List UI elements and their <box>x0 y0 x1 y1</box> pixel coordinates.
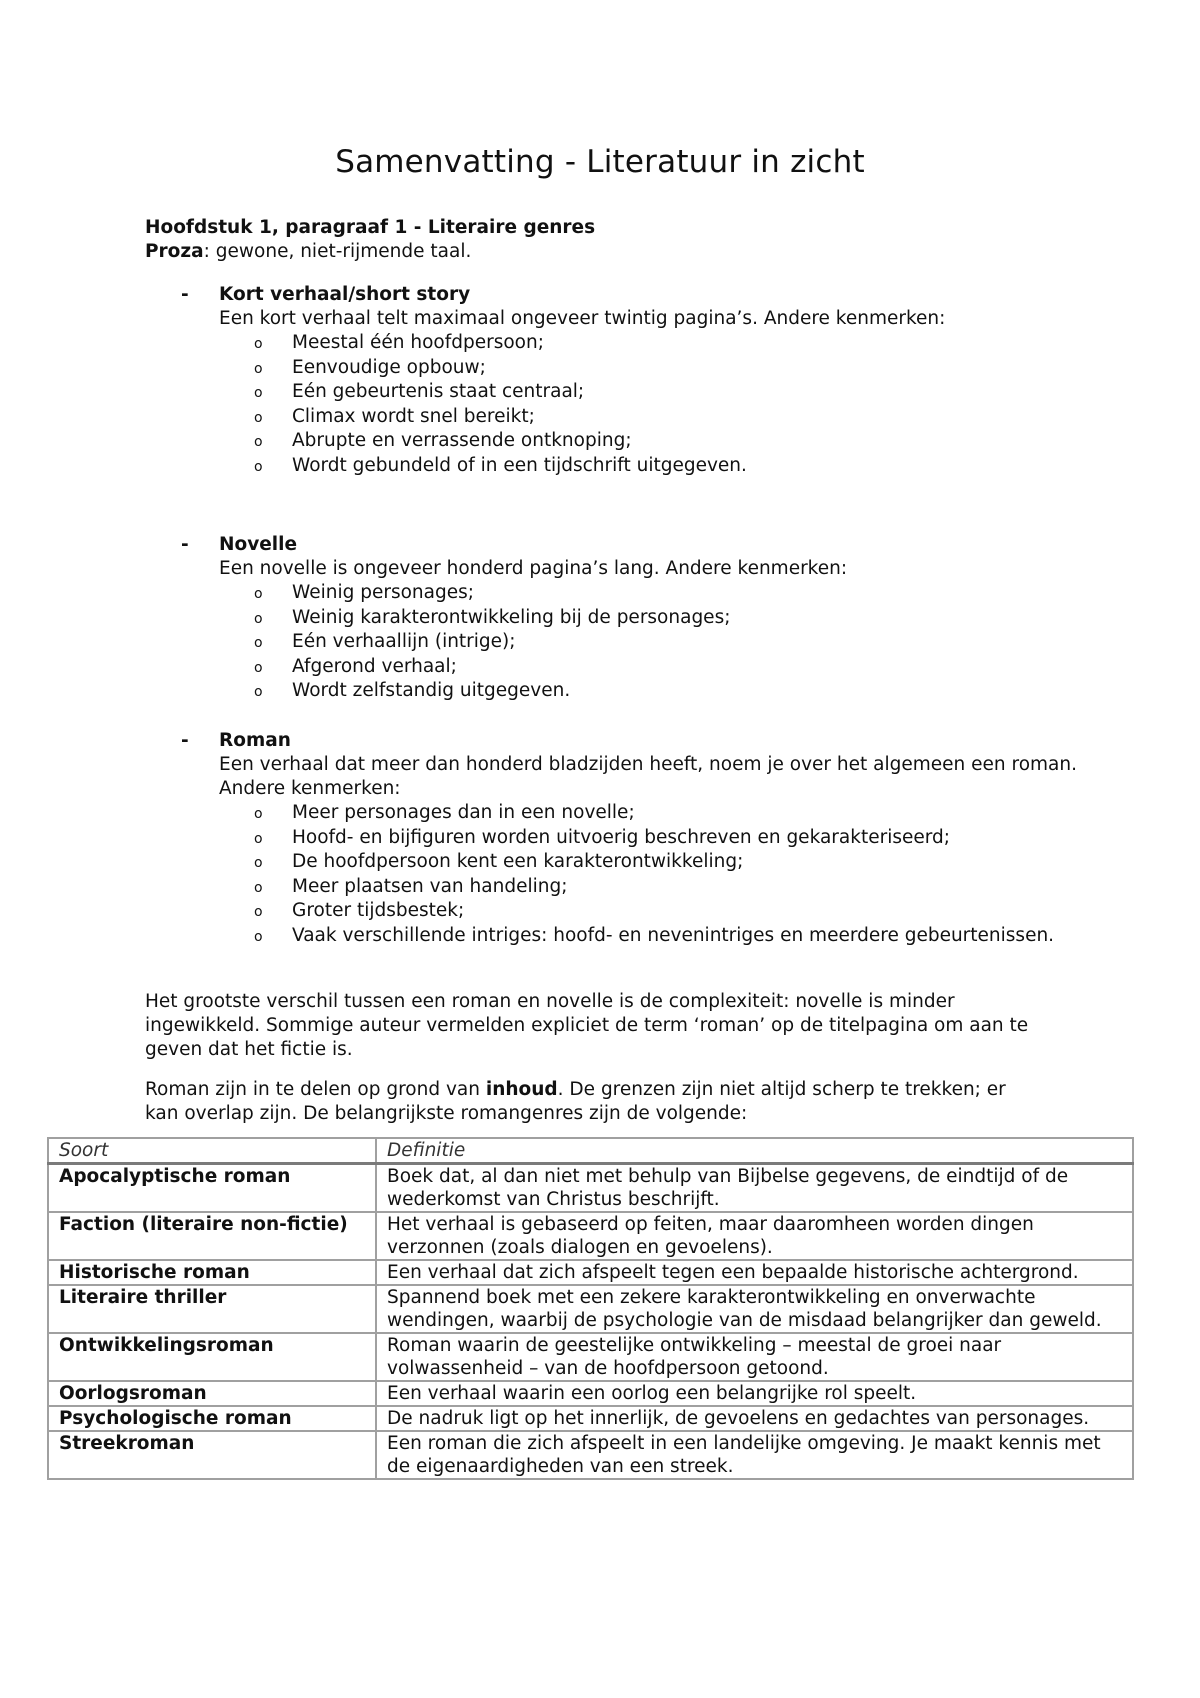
list-item: o Eén verhaallijn (intrige); <box>219 630 1079 655</box>
proza-text: : gewone, niet-rijmende taal. <box>203 241 472 262</box>
list-item: o Vaak verschillende intriges: hoofd- en nevenintriges en meerdere gebeurtenissen. <box>219 924 1079 949</box>
o-bullet: o <box>254 360 263 377</box>
section-list <box>219 581 1079 704</box>
table-row: Streekroman Een roman die zich afspeelt in een landelijke omgeving. Je maakt kennis met de eigenaardigheden van een streek. <box>48 1431 1133 1479</box>
section-title: Roman <box>219 730 291 751</box>
genre-table <box>47 1137 1134 1480</box>
table-row: Oorlogsroman Een verhaal waarin een oorlog een belangrijke rol speelt. <box>48 1381 1133 1406</box>
proza-label: Proza <box>145 241 204 262</box>
list-item: o Meestal één hoofdpersoon; <box>219 331 1079 356</box>
list-item: o Climax wordt snel bereikt; <box>219 405 1079 430</box>
list-item: o Abrupte en verrassende ontknoping; <box>219 429 1079 454</box>
dash-bullet: - <box>181 284 189 305</box>
table-row: Historische roman Een verhaal dat zich afspeelt tegen een bepaalde historische achtergrond. <box>48 1260 1133 1285</box>
o-bullet: o <box>254 659 263 676</box>
o-bullet: o <box>254 830 263 847</box>
section-intro: Een kort verhaal telt maximaal ongeveer twintig pagina’s. Andere kenmerken: <box>219 308 946 329</box>
list-item: o Wordt gebundeld of in een tijdschrift uitgegeven. <box>219 454 1079 479</box>
section-roman <box>219 729 1079 948</box>
list-item: o De hoofdpersoon kent een karakterontwikkeling; <box>219 850 1079 875</box>
chapter-heading: Hoofdstuk 1, paragraaf 1 - Literaire genres <box>145 217 596 238</box>
proza-definition <box>145 240 471 264</box>
o-bullet: o <box>254 434 263 450</box>
section-intro: Een verhaal dat meer dan honderd bladzijden heeft, noem je over het algemeen een roman. Andere kenmerken: <box>219 754 1078 799</box>
section-kort-verhaal <box>219 283 1079 478</box>
section-list <box>219 801 1079 948</box>
o-bullet: o <box>254 586 263 602</box>
o-bullet: o <box>254 928 263 945</box>
dash-bullet: - <box>181 730 189 751</box>
o-bullet: o <box>254 806 263 822</box>
list-item: o Weinig personages; <box>219 581 1079 606</box>
list-item: o Groter tijdsbestek; <box>219 899 1079 924</box>
paragraph-complexity: Het grootste verschil tussen een roman en novelle is de complexiteit: novelle is minder ingewikkeld. Sommige auteur vermelden expliciet de term ‘roman’ op de titelpagina om aan te geven dat het fictie is. <box>145 991 1029 1060</box>
column-header-soort: Soort <box>48 1138 376 1164</box>
o-bullet: o <box>254 610 263 627</box>
o-bullet: o <box>254 855 263 871</box>
o-bullet: o <box>254 385 263 401</box>
o-bullet: o <box>254 409 263 426</box>
o-bullet: o <box>254 684 263 700</box>
section-title: Kort verhaal/short story <box>219 284 471 305</box>
list-item: o Afgerond verhaal; <box>219 655 1079 680</box>
list-item: o Wordt zelfstandig uitgegeven. <box>219 679 1079 704</box>
list-item: o Hoofd- en bijfiguren worden uitvoerig beschreven en gekarakteriseerd; <box>219 826 1079 851</box>
dash-bullet: - <box>181 534 189 555</box>
section-intro: Een novelle is ongeveer honderd pagina’s lang. Andere kenmerken: <box>219 558 848 579</box>
document-title: Samenvatting - Literatuur in zicht <box>335 144 865 180</box>
section-list <box>219 331 1079 478</box>
o-bullet: o <box>254 458 263 475</box>
list-item: o Meer personages dan in een novelle; <box>219 801 1079 826</box>
table-header-row <box>48 1138 1133 1164</box>
list-item: o Eenvoudige opbouw; <box>219 356 1079 381</box>
table-row: Literaire thriller Spannend boek met een zekere karakterontwikkeling en onverwachte wendingen, waarbij de psychologie van de misdaad belangrijker dan geweld. <box>48 1285 1133 1333</box>
paragraph-genres-intro: Roman zijn in te delen op grond van inhoud. De grenzen zijn niet altijd scherp te trekken; er kan overlap zijn. De belangrijkste romangenres zijn de volgende: <box>145 1079 1006 1124</box>
table-row: Faction (literaire non-fictie) Het verhaal is gebaseerd op feiten, maar daaromheen worden dingen verzonnen (zoals dialogen en gevoelens). <box>48 1212 1133 1260</box>
o-bullet: o <box>254 336 263 352</box>
section-title: Novelle <box>219 534 298 555</box>
section-novelle <box>219 533 1079 704</box>
o-bullet: o <box>254 904 263 920</box>
list-item: o Meer plaatsen van handeling; <box>219 875 1079 900</box>
o-bullet: o <box>254 635 263 651</box>
o-bullet: o <box>254 879 263 896</box>
table-row: Apocalyptische roman Boek dat, al dan niet met behulp van Bijbelse gegevens, de eindtijd of de wederkomst van Christus beschrijft. <box>48 1164 1133 1213</box>
table-row: Psychologische roman De nadruk ligt op het innerlijk, de gevoelens en gedachtes van personages. <box>48 1406 1133 1431</box>
list-item: o Weinig karakterontwikkeling bij de personages; <box>219 606 1079 631</box>
column-header-definitie: Definitie <box>376 1138 1133 1164</box>
table-row: Ontwikkelingsroman Roman waarin de geestelijke ontwikkeling – meestal de groei naar volwassenheid – van de hoofdpersoon getoond. <box>48 1333 1133 1381</box>
list-item: o Eén gebeurtenis staat centraal; <box>219 380 1079 405</box>
